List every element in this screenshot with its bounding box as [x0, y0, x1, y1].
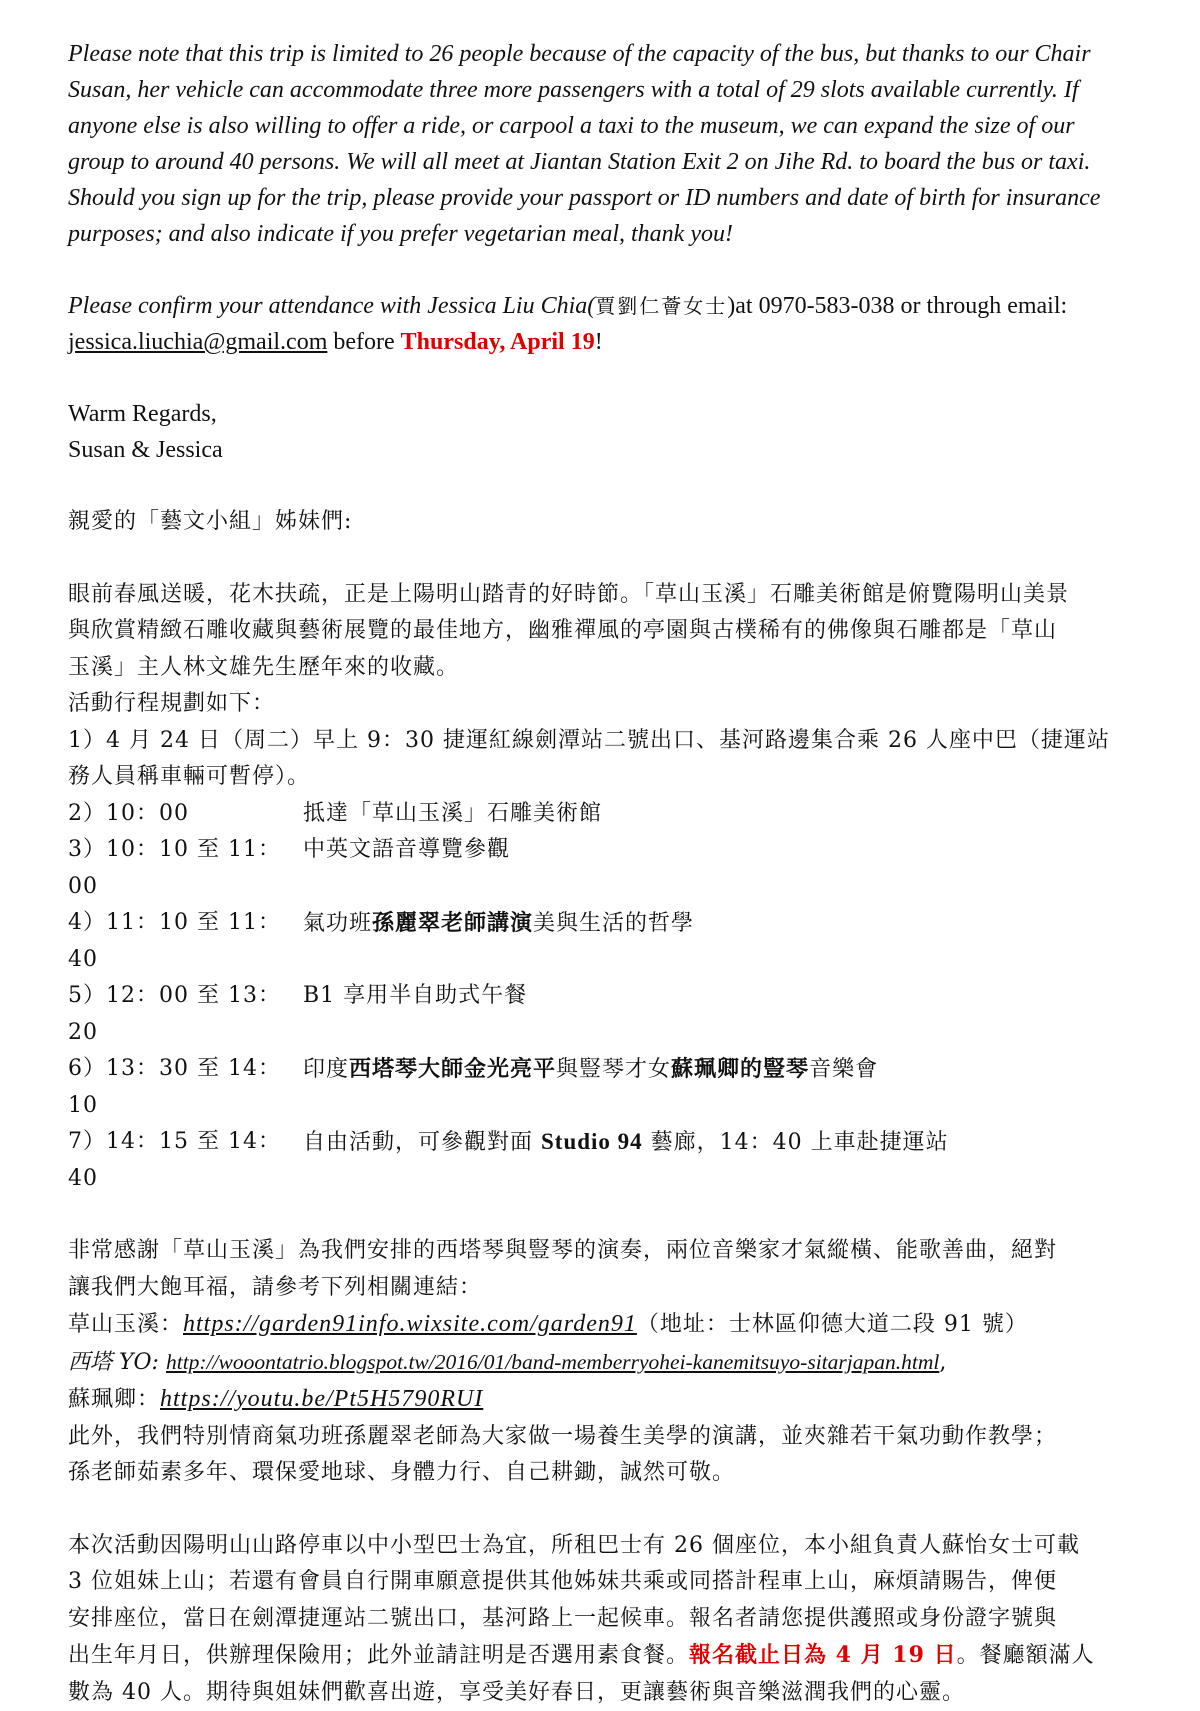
chinese-intro [68, 577, 1148, 723]
schedule-desc: 藝廊，14：40 上車赴捷運站 [643, 1130, 949, 1155]
regards: Warm Regards, [68, 396, 1148, 432]
schedule-time: 2）10：00 [68, 796, 303, 833]
comma: , [939, 1350, 946, 1375]
notice-line: purposes; and also indicate if you prefer vegetarian meal, thank you! [68, 216, 1148, 252]
schedule-item [68, 905, 1148, 978]
notice-line: group to around 40 persons. We will all meet at Jiantan Station Exit 2 on Jihe Rd. to board the bus or taxi. [68, 144, 1148, 180]
thanks-line: 孫老師茹素多年、環保愛地球、身體力行、自己耕鋤，誠然可敬。 [68, 1455, 1148, 1492]
link-label: 西塔 YO: [68, 1350, 166, 1375]
notice-line: anyone else is also willing to offer a ride, or carpool a taxi to the museum, we can expand the size of our [68, 108, 1148, 144]
schedule-item [68, 1124, 1148, 1197]
sitar-blog-link[interactable]: http://wooontatrio.blogspot.tw/2016/01/band-memberryohei-kanemitsuyo-sitarjapan.html [166, 1350, 939, 1374]
chinese-greeting: 親愛的「藝文小組」姊妹們: [68, 504, 1148, 541]
museum-address: （地址：士林區仰德大道二段 91 號） [637, 1312, 1028, 1337]
signup-deadline: 報名截止日為 4 月 19 日 [689, 1642, 957, 1668]
intro-line: 玉溪」主人林文雄先生歷年來的收藏。 [68, 650, 1148, 687]
confirm-attendance [68, 288, 1148, 360]
schedule-performer: 西塔琴大師金光亮平 [349, 1056, 556, 1082]
schedule-desc: 印度 [303, 1057, 349, 1082]
notice-line: Susan, her vehicle can accommodate three more passengers with a total of 29 slots available currently. If [68, 72, 1148, 108]
closing-line: 3 位姐妹上山；若還有會員自行開車願意提供其他姊妹共乘或同搭計程車上山，麻煩請賜告，俾便 [68, 1564, 1148, 1601]
schedule-desc: 自由活動，可參觀對面 [303, 1130, 541, 1155]
schedule-topic: 美與生活的哲學 [533, 911, 694, 936]
schedule-item [68, 1051, 1148, 1124]
before-text: before [327, 329, 400, 355]
schedule-heading: 活動行程規劃如下： [68, 686, 1148, 723]
email-link[interactable]: jessica.liuchia@gmail.com [68, 329, 327, 355]
schedule-speaker: 孫麗翠老師講演 [372, 910, 533, 936]
schedule-list [68, 723, 1148, 1198]
notice-line: Should you sign up for the trip, please provide your passport or ID numbers and date of birth for insurance [68, 180, 1148, 216]
link-label: 蘇珮卿： [68, 1387, 160, 1412]
english-notice [68, 36, 1148, 252]
intro-line: 眼前春風送暖，花木扶疏，正是上陽明山踏青的好時節。「草山玉溪」石雕美術館是俯覽陽明山美景 [68, 577, 1148, 614]
closing-line: 安排座位，當日在劍潭捷運站二號出口，基河路上一起候車。報名者請您提供護照或身份證字號與 [68, 1601, 1148, 1638]
chinese-closing [68, 1528, 1148, 1711]
schedule-time: 3）10：10 至 11：00 [68, 832, 303, 905]
youtube-link[interactable]: https://youtu.be/Pt5H5790RUI [160, 1386, 483, 1412]
intro-line: 與欣賞精緻石雕收藏與藝術展覽的最佳地方，幽雅禪風的亭園與古樸稀有的佛像與石雕都是「草山 [68, 613, 1148, 650]
deadline-date: Thursday, April 19 [401, 329, 595, 355]
closing-line: 數為 40 人。期待與姐妹們歡喜出遊，享受美好春日，更讓藝術與音樂滋潤我們的心靈。 [68, 1675, 1148, 1711]
signer-names: Susan & Jessica [68, 432, 1148, 468]
schedule-item: 1）4 月 24 日（周二）早上 9：30 捷運紅線劍潭站二號出口、基河路邊集合乘 26 人座中巴（捷運站 [68, 723, 1148, 760]
thanks-line: 非常感謝「草山玉溪」為我們安排的西塔琴與豎琴的演奏，兩位音樂家才氣縱橫、能歌善曲，絕對 [68, 1233, 1148, 1270]
schedule-desc: 與豎琴才女 [556, 1057, 671, 1082]
confirm-phone: )at 0970-583-038 or through email: [727, 293, 1067, 319]
thanks-line: 此外，我們特別情商氣功班孫麗翠老師為大家做一場養生美學的演講，並夾雜若干氣功動作教學； [68, 1419, 1148, 1456]
schedule-item [68, 832, 1148, 905]
link-line [68, 1381, 1148, 1419]
closing-text: 出生年月日，供辦理保險用；此外並請註明是否選用素食餐。 [68, 1643, 689, 1668]
schedule-item: 務人員稱車輛可暫停）。 [68, 759, 1148, 796]
schedule-desc: 中英文語音導覽參觀 [303, 837, 510, 862]
signoff [68, 396, 1148, 468]
exclamation: ! [595, 329, 603, 355]
studio-name: Studio 94 [541, 1129, 643, 1154]
letter-page [68, 36, 1148, 1711]
link-line [68, 1306, 1148, 1344]
link-label: 草山玉溪： [68, 1312, 183, 1337]
schedule-time: 4）11：10 至 11：40 [68, 905, 303, 978]
schedule-time: 7）14：15 至 14：40 [68, 1124, 303, 1197]
schedule-time: 6）13：30 至 14：10 [68, 1051, 303, 1124]
schedule-desc: 抵達「草山玉溪」石雕美術館 [303, 801, 602, 826]
chinese-thanks [68, 1233, 1148, 1492]
schedule-item [68, 978, 1148, 1051]
closing-line [68, 1637, 1148, 1675]
schedule-time: 5）12：00 至 13：20 [68, 978, 303, 1051]
schedule-performer: 蘇珮卿的豎琴 [671, 1056, 809, 1082]
link-line [68, 1344, 1148, 1382]
schedule-desc: 氣功班 [303, 911, 372, 936]
schedule-desc: B1 享用半自助式午餐 [303, 983, 527, 1008]
schedule-item [68, 796, 1148, 833]
closing-line: 本次活動因陽明山山路停車以中小型巴士為宜，所租巴士有 26 個座位，本小組負責人蘇怡女士可載 [68, 1528, 1148, 1565]
notice-line: Please note that this trip is limited to 26 people because of the capacity of the bus, but thanks to our Chair [68, 36, 1148, 72]
schedule-desc: 音樂會 [809, 1057, 878, 1082]
confirm-text: Please confirm your attendance with Jessica Liu Chia( [68, 293, 595, 319]
thanks-line: 讓我們大飽耳福，請參考下列相關連結： [68, 1270, 1148, 1307]
garden91-link[interactable]: https://garden91info.wixsite.com/garden91 [183, 1311, 637, 1337]
closing-text: 。餐廳額滿人 [957, 1643, 1095, 1668]
chinese-name: 賈劉仁薈女士 [595, 294, 727, 318]
